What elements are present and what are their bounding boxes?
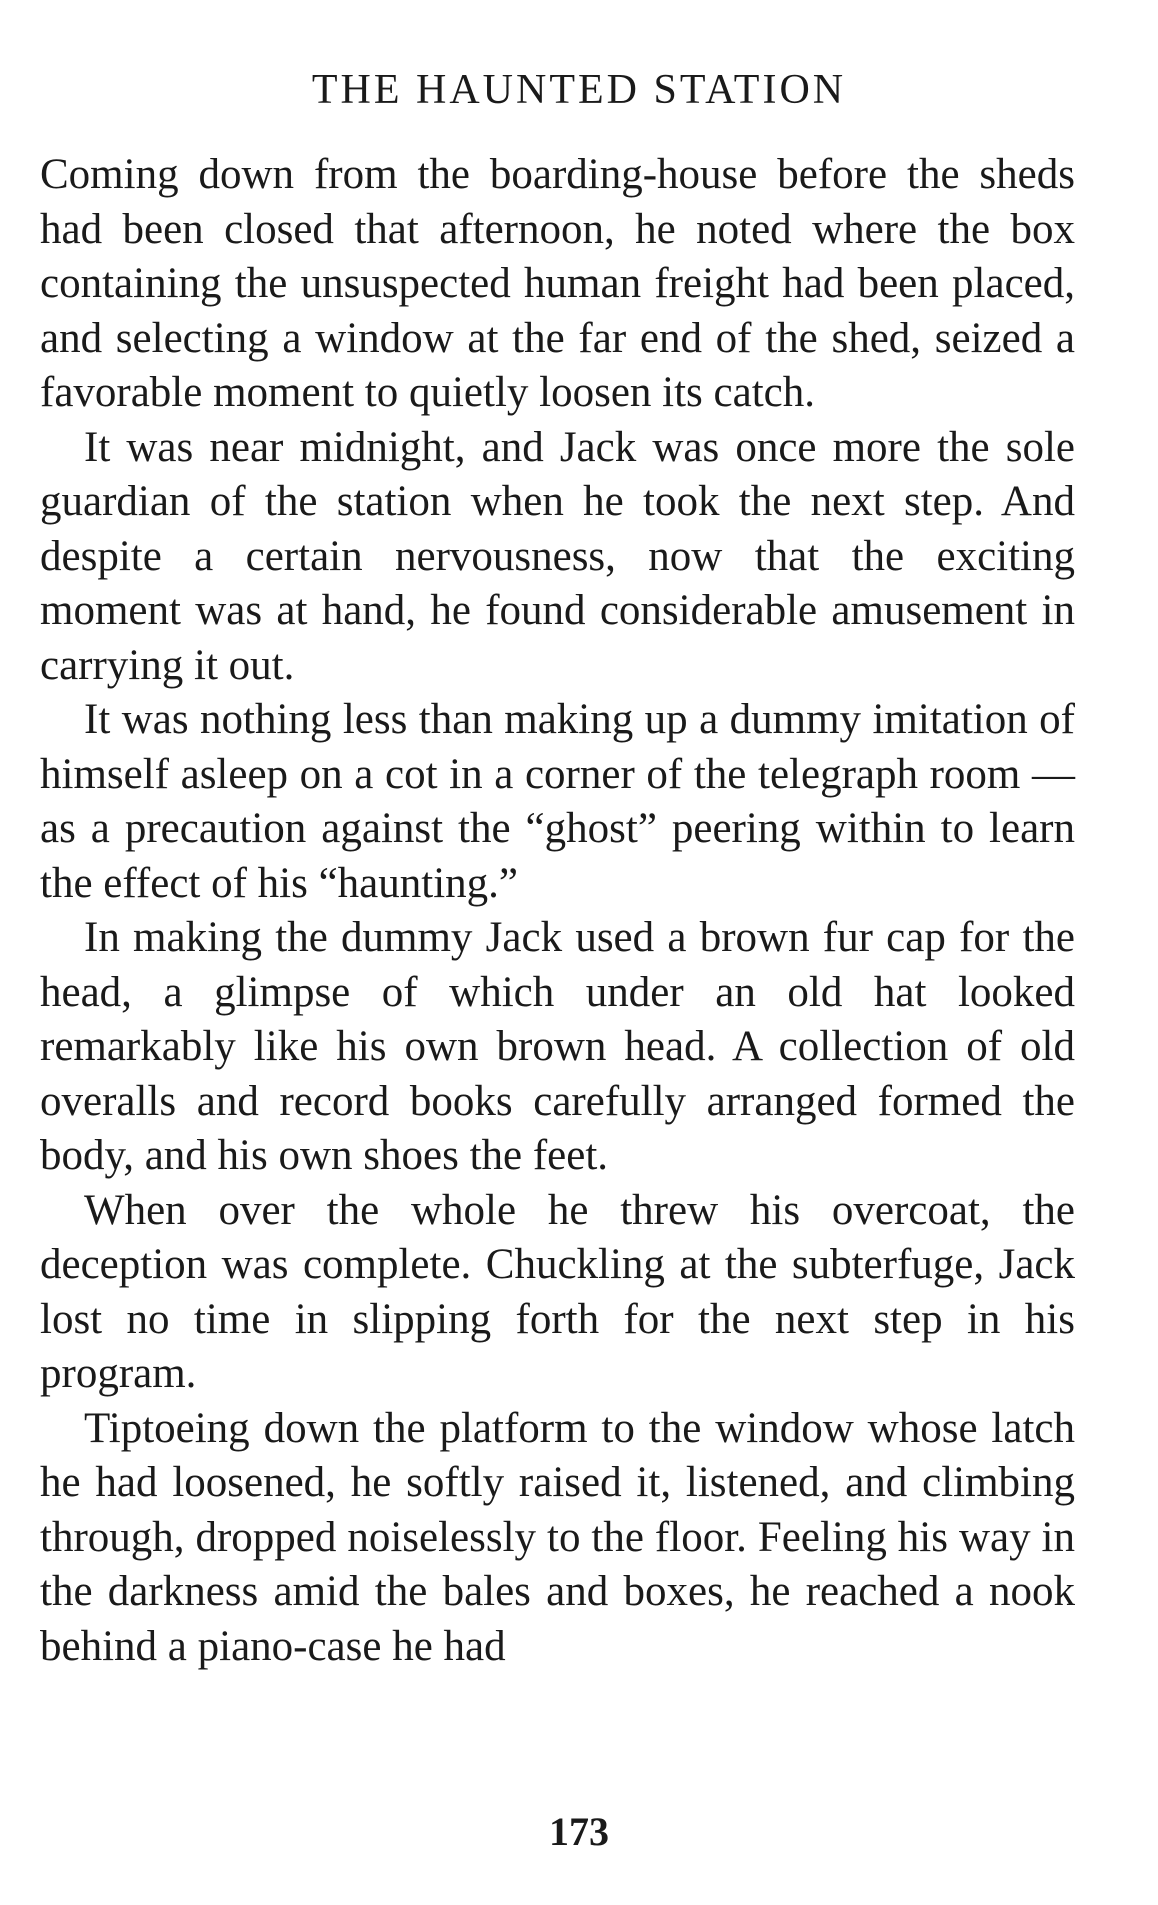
- paragraph: Coming down from the boarding-house before the sheds had been closed that afternoon, he noted where the box containing the unsuspected human freight had been placed, and selecting a window at the far end of the shed, seized a favorable moment to quietly loosen its catch.: [40, 151, 1075, 416]
- page-number: 173: [549, 1809, 609, 1854]
- body-text: [40, 148, 1075, 1674]
- running-title: THE HAUNTED STATION: [311, 67, 847, 113]
- paragraph: It was near midnight, and Jack was once more the sole guardian of the station when he took the next step. And despite a certain nervousness, now that the exciting moment was at hand, he found considerable amusement in carrying it out.: [40, 423, 1075, 689]
- paragraph: It was nothing less than making up a dummy imitation of himself asleep on a cot in a corner of the telegraph room — as a precaution against the “ghost” peering within to learn the effect of his “haunting.”: [40, 696, 1075, 907]
- paragraph: When over the whole he threw his overcoat, the deception was complete. Chuckling at the subterfuge, Jack lost no time in slipping forth for the next step in his program.: [40, 1186, 1075, 1397]
- paragraph: In making the dummy Jack used a brown fur cap for the head, a glimpse of which under an old hat looked remarkably like his own brown head. A collection of old overalls and record books carefully arranged formed the body, and his own shoes the feet.: [40, 914, 1075, 1179]
- paragraph: Tiptoeing down the platform to the window whose latch he had loosened, he softly raised it, listened, and climbing through, dropped noiselessly to the floor. Feeling his way in the darkness amid the bales and boxes, he reached a nook behind a piano-case he had: [40, 1404, 1075, 1670]
